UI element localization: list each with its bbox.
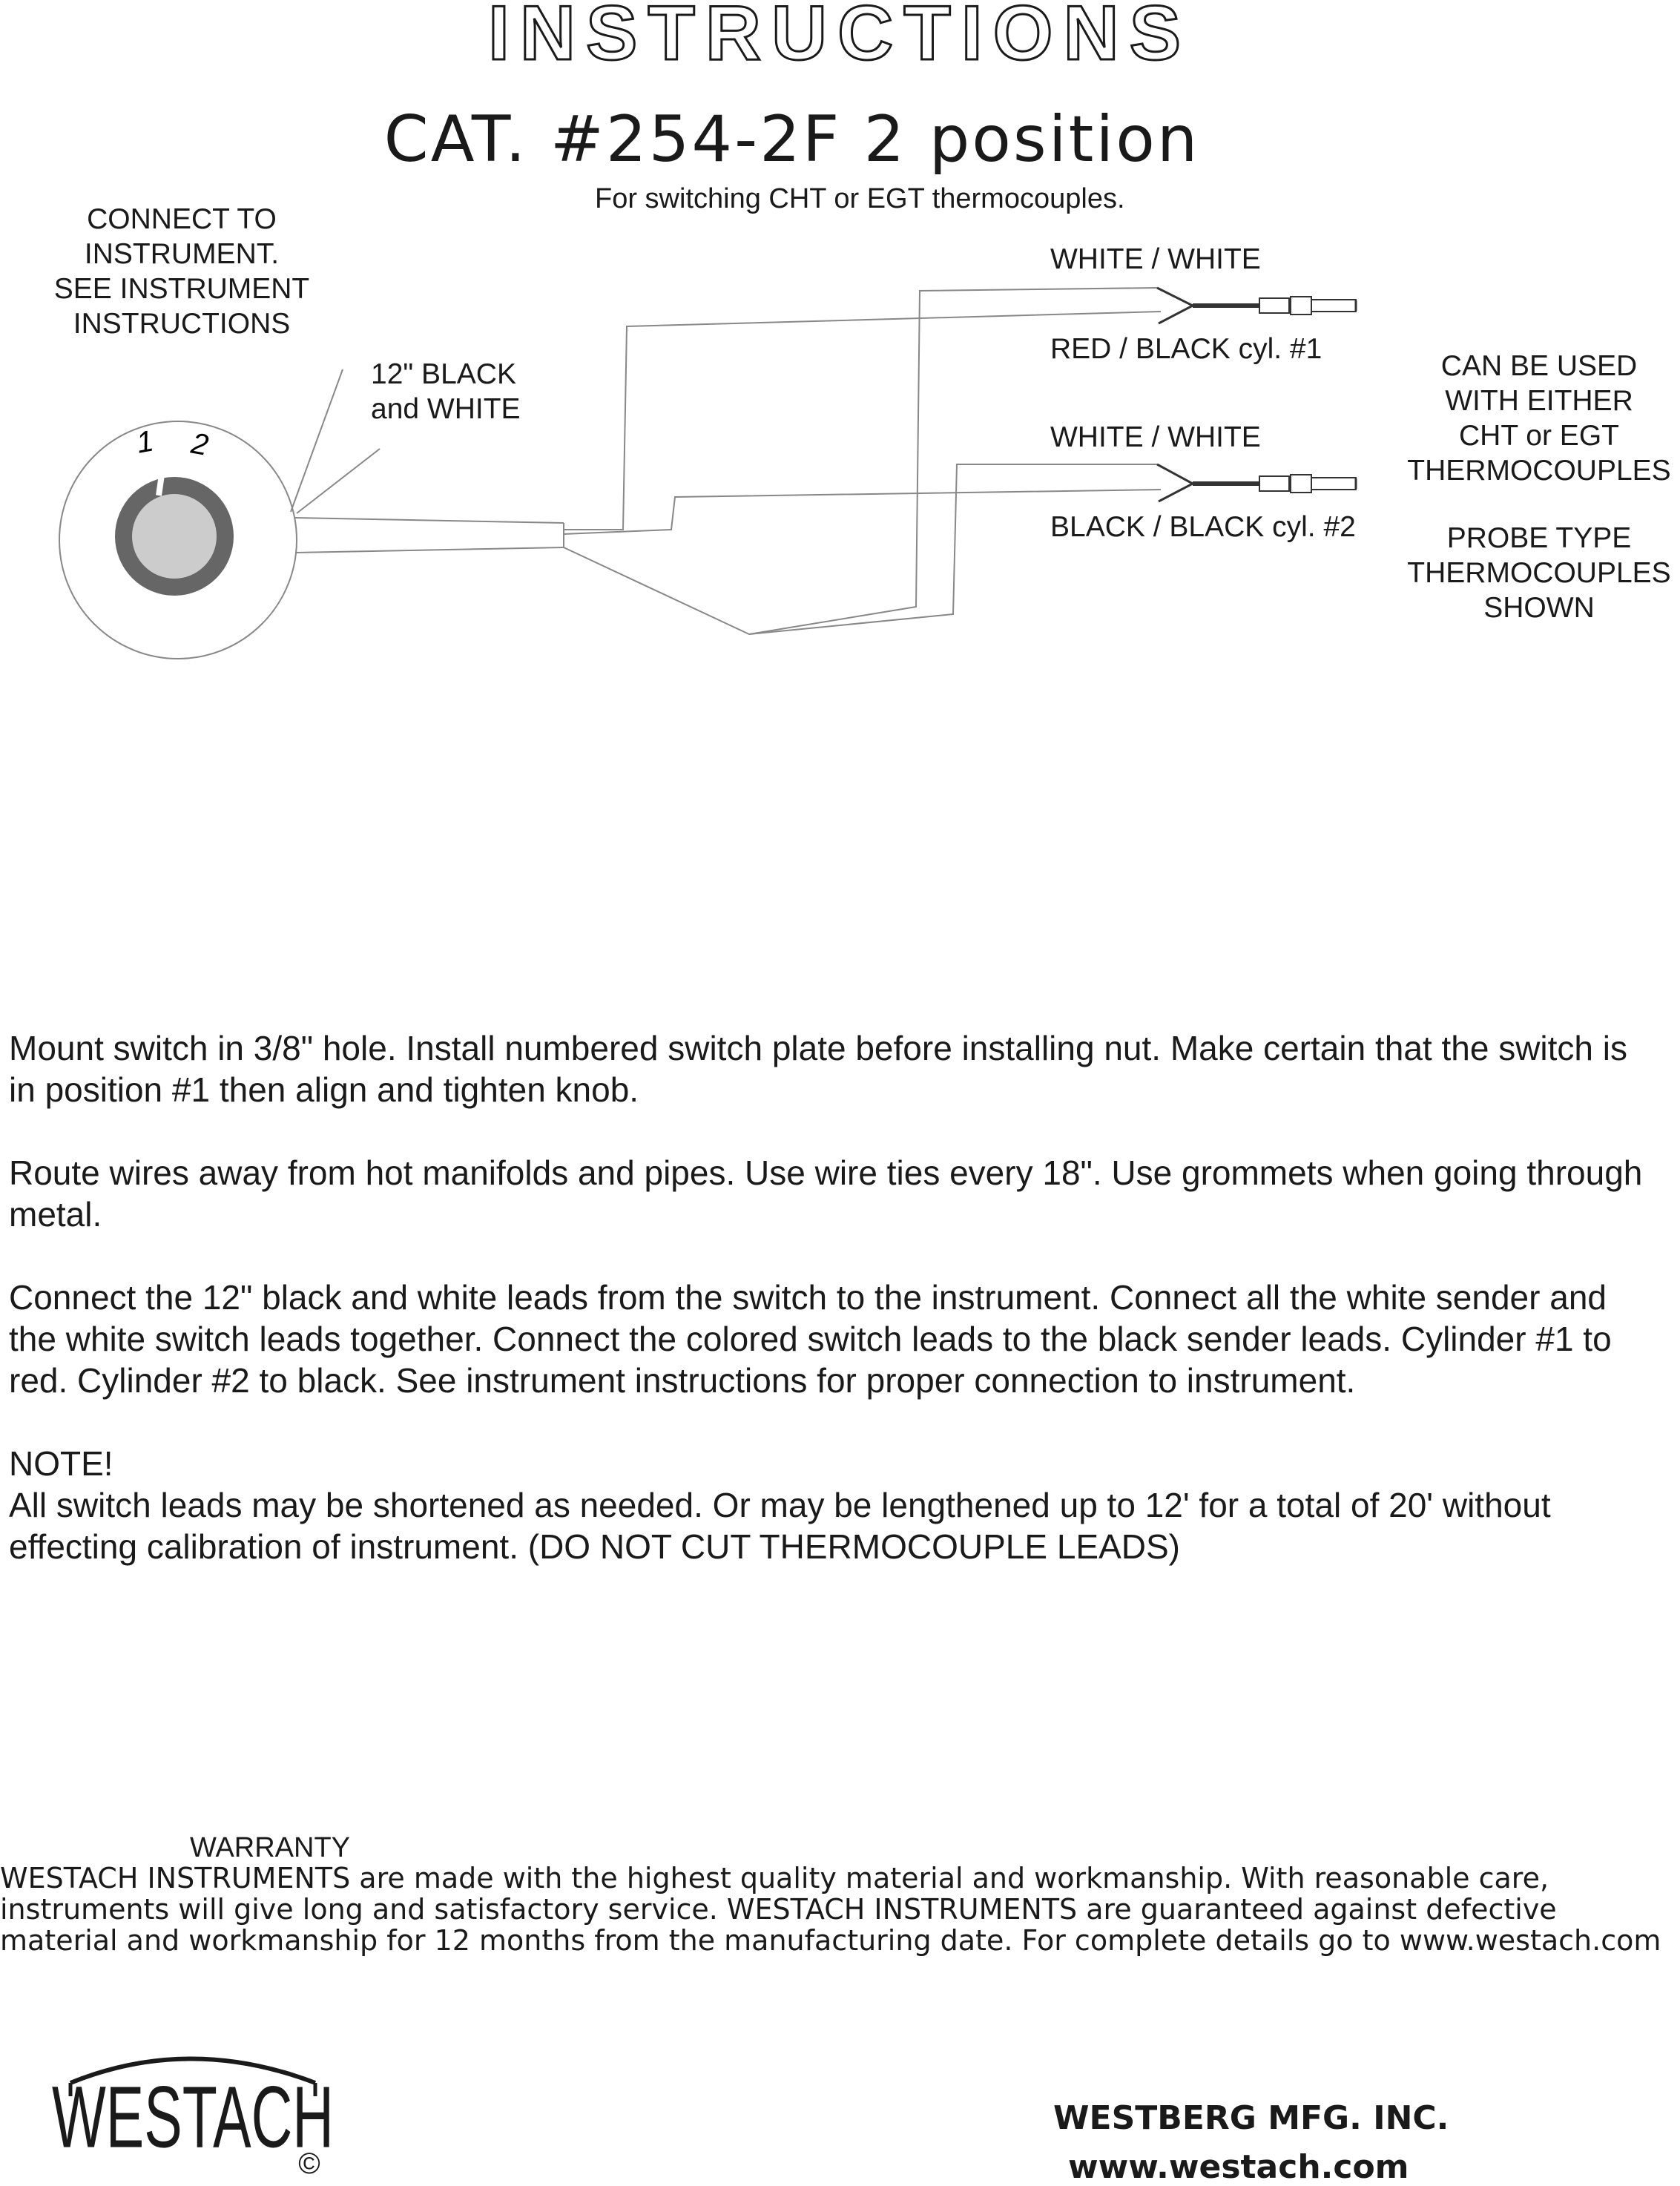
knob-pointer [159, 475, 162, 496]
wire2-black-label: BLACK / BLACK cyl. #2 [1050, 511, 1356, 543]
company-website[interactable]: www.westach.com [1068, 2148, 1409, 2186]
switch-knob [132, 494, 217, 579]
page-title: INSTRUCTIONS [488, 0, 1191, 74]
warranty-heading: WARRANTY [190, 1832, 351, 1863]
instruction-mount: Mount switch in 3/8" hole. Install numbered switch plate before installing nut. Make certain that the switch is in position #1 then align and tighten knob. [9, 1029, 1627, 1109]
instruction-connect: Connect the 12" black and white leads from the switch to the instrument. Connect all the white sender and the white switch leads together. Connect the colored switch leads to the black sender leads. Cylinder #1 to red. Cylinder #2 to black. See instrument instructions for proper connection to instrument. [9, 1278, 1612, 1400]
wire1-red-label: RED / BLACK cyl. #1 [1050, 333, 1322, 365]
warranty-text: WESTACH INSTRUMENTS are made with the highest quality material and workmanship. With reasonable care, instruments will give long and satisfactory service. WESTACH INSTRUMENTS are guaranteed against defective material and workmanship for 12 months from the manufacturing date. For complete details go to www.westach.com [0, 1862, 1661, 1957]
connect-instrument-label: CONNECT TO INSTRUMENT. SEE INSTRUMENT INSTRUCTIONS [53, 203, 310, 340]
compatibility-note: CAN BE USED WITH EITHER CHT or EGT THERMOCOUPLES [1407, 350, 1671, 487]
thermocouple-probe-2 [1157, 464, 1356, 501]
lead-length-label: 12" BLACK and WHITE [371, 358, 521, 425]
connect-leader [291, 369, 343, 512]
position-2-label: 2 [188, 427, 211, 462]
position-1-label: 1 [134, 424, 157, 460]
company-name: WESTBERG MFG. INC. [1053, 2099, 1449, 2137]
logo-wordmark: WESTACH [51, 2067, 334, 2166]
lead-leader [297, 449, 380, 513]
copyright-mark: © [298, 2147, 320, 2176]
cable-edge-bottom [295, 547, 564, 553]
cable-edge-top [295, 518, 564, 523]
catalog-number: CAT. #254-2F 2 position [383, 102, 1200, 177]
wire1-white-label: WHITE / WHITE [1050, 243, 1261, 275]
instructions-body [9, 1027, 1663, 1609]
instruction-route: Route wires away from hot manifolds and pipes. Use wire ties every 18". Use grommets when going through metal. [9, 1153, 1643, 1234]
westach-logo [41, 2038, 352, 2176]
subtitle: For switching CHT or EGT thermocouples. [595, 183, 1125, 214]
wire2-white-label: WHITE / WHITE [1050, 421, 1261, 453]
probe-type-note: PROBE TYPE THERMOCOUPLES SHOWN [1407, 522, 1671, 624]
note-heading: NOTE! [9, 1444, 113, 1483]
note-text: All switch leads may be shortened as needed. Or may be lengthened up to 12' for a total of 20' without effecting calibration of instrument. (DO NOT CUT THERMOCOUPLE LEADS) [9, 1486, 1551, 1566]
thermocouple-probe-1 [1157, 288, 1356, 323]
